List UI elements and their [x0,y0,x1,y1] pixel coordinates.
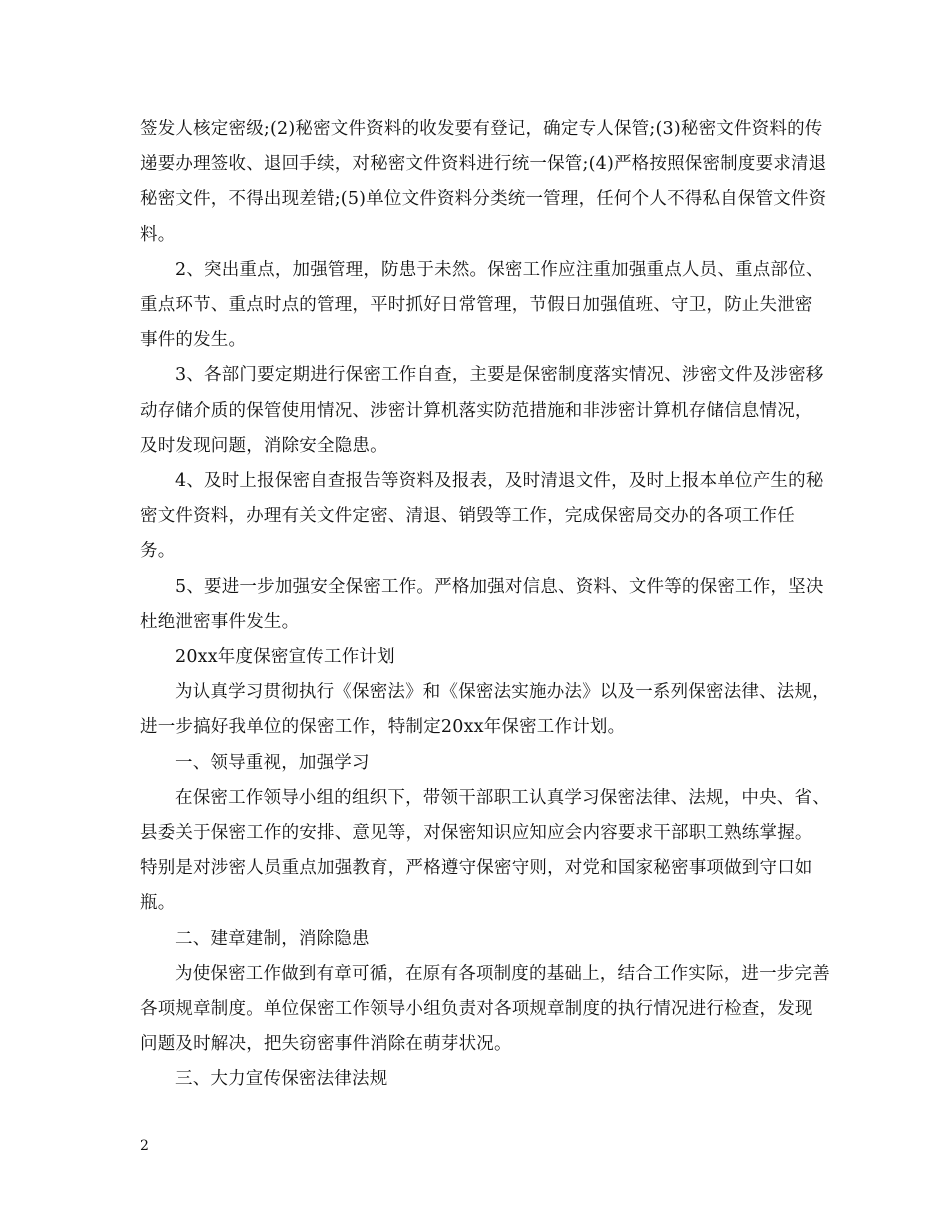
paragraph: 在保密工作领导小组的组织下，带领干部职工认真学习保密法律、法规，中央、省、县委关于保密工作的安排、意见等，对保密知识应知应会内容要求干部职工熟练掌握。特别是对涉密人员重点加强教育，严格遵守保密守则，对党和国家秘密事项做到守口如瓶。 [140,787,830,914]
paragraph: 3、各部门要定期进行保密工作自查，主要是保密制度落实情况、涉密文件及涉密移动存储介质的保管使用情况、涉密计算机落实防范措施和非涉密计算机存储信息情况，及时发现问题，消除安全隐患。 [140,365,824,456]
section-heading: 二、建章建制，消除隐患 [175,928,370,949]
paragraph: 为使保密工作做到有章可循，在原有各项制度的基础上，结合工作实际，进一步完善各项规章制度。单位保密工作领导小组负责对各项规章制度的执行情况进行检查，发现问题及时解决，把失窃密事件消除在萌芽状况。 [140,963,830,1055]
paragraph: 为认真学习贯彻执行《保密法》和《保密法实施办法》以及一系列保密法律、法规，进一步搞好我单位的保密工作，特制定20xx年保密工作计划。 [140,682,830,738]
document-body [140,112,830,1098]
section-title: 20xx年度保密宣传工作计划 [175,647,395,668]
page-number: 2 [140,1138,149,1154]
paragraph: 签发人核定密级;(2)秘密文件资料的收发要有登记，确定专人保管;(3)秘密文件资料的传递要办理签收、退回手续，对秘密文件资料进行统一保管;(4)严格按照保密制度要求清退秘密文件，不得出现差错;(5)单位文件资料分类统一管理，任何个人不得私自保管文件资料。 [140,119,827,245]
paragraph: 5、要进一步加强安全保密工作。严格加强对信息、资料、文件等的保密工作，坚决杜绝泄密事件发生。 [140,576,824,632]
section-heading: 三、大力宣传保密法律法规 [175,1069,388,1090]
paragraph: 4、及时上报保密自查报告等资料及报表，及时清退文件，及时上报本单位产生的秘密文件资料，办理有关文件定密、清退、销毁等工作，完成保密局交办的各项工作任务。 [140,471,824,562]
section-heading: 一、领导重视，加强学习 [175,752,370,773]
paragraph: 2、突出重点，加强管理，防患于未然。保密工作应注重加强重点人员、重点部位、重点环节、重点时点的管理，平时抓好日常管理，节假日加强值班、守卫，防止失泄密事件的发生。 [140,259,824,351]
